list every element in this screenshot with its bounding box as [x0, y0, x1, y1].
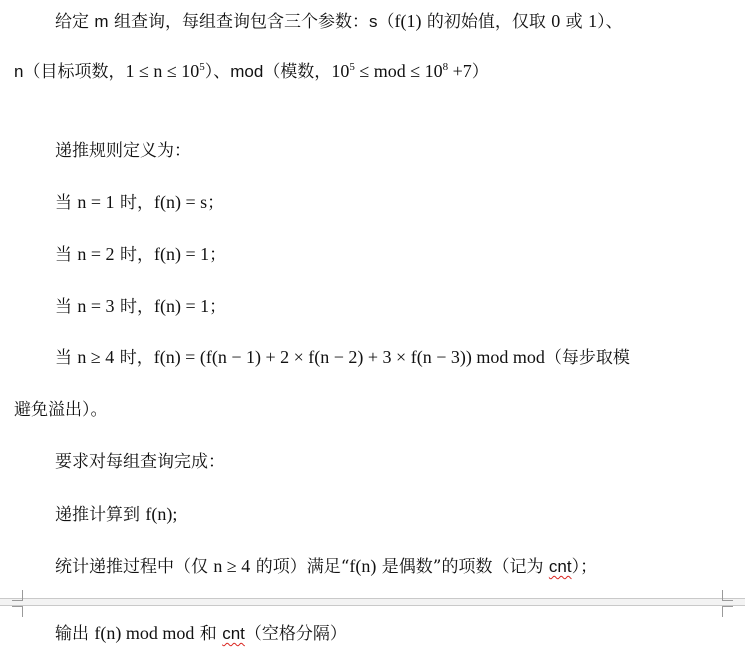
text: 输出 — [55, 624, 95, 644]
intro-line — [55, 9, 623, 34]
text: 当 — [55, 348, 78, 368]
text: （每步取模 — [544, 348, 630, 368]
task-count — [55, 554, 597, 579]
math-range-n — [125, 61, 204, 81]
margin-corner-mark — [722, 606, 733, 617]
text: ； — [207, 193, 225, 213]
margin-corner-mark — [12, 606, 23, 617]
math-cond: n = 2 — [77, 244, 115, 264]
var-s: s — [368, 12, 378, 31]
text: 的初始值，仅取 — [421, 12, 552, 32]
text: （ — [377, 12, 395, 32]
text: （模数， — [263, 62, 332, 82]
text: 时， — [114, 297, 154, 317]
math-expr: f(n) = s — [153, 192, 208, 212]
math-cond: n = 1 — [77, 192, 115, 212]
margin-corner-mark — [722, 590, 733, 601]
spellcheck-word-cnt: cnt — [548, 557, 572, 576]
text: 当 — [55, 245, 78, 265]
exponent: 5 — [349, 61, 355, 73]
spellcheck-word-cnt: cnt — [222, 624, 245, 643]
text: 递推计算到 — [55, 505, 146, 525]
math-expr: f(n) = (f(n − 1) + 2 × f(n − 2) + 3 × f(n − 3)) mod mod — [153, 347, 545, 367]
text: 是偶数”的项数（记为 — [376, 557, 549, 577]
value-zero: 0 — [551, 11, 561, 31]
math-expr: f(n) mod mod — [94, 623, 195, 643]
value-one: 1 — [588, 11, 598, 31]
math-expr: f(n) = 1 — [153, 244, 210, 264]
text: ； — [209, 245, 227, 265]
text: ； — [209, 297, 227, 317]
var-mod: mod — [230, 62, 264, 81]
text: 时， — [114, 193, 154, 213]
margin-corner-mark — [12, 590, 23, 601]
text: 或 — [560, 12, 589, 32]
task-compute — [55, 502, 177, 527]
page-break-separator — [0, 598, 745, 606]
text: （目标项数， — [23, 62, 126, 82]
math-part: +7 — [448, 61, 472, 81]
math-range-mod — [331, 61, 471, 81]
text: 避免溢出）。 — [14, 400, 108, 420]
exponent: 8 — [442, 61, 449, 73]
text: 当 — [55, 297, 78, 317]
math-expr: f(n) — [145, 504, 173, 524]
var-n: n — [14, 62, 24, 81]
math-expr: f(n) = 1 — [153, 296, 210, 316]
text: ）、 — [597, 12, 623, 32]
rule-n4 — [55, 345, 630, 370]
text: ） — [471, 62, 489, 82]
exponent: 5 — [199, 61, 205, 73]
rule-n4-continued — [14, 398, 108, 422]
text: （空格分隔） — [244, 624, 347, 644]
math-part: 10 — [331, 61, 350, 81]
text: ）、 — [204, 62, 231, 82]
text: 和 — [194, 624, 223, 644]
text: 递推规则定义为： — [55, 141, 191, 161]
math-cond: n = 3 — [77, 296, 115, 316]
task-output — [55, 621, 347, 646]
math-f1: f(1) — [394, 11, 422, 31]
text: ）； — [571, 557, 598, 577]
math-part: ≤ mod ≤ 10 — [354, 61, 443, 81]
params-line — [14, 59, 489, 84]
text: ; — [172, 504, 178, 524]
math-part: 1 ≤ n ≤ 10 — [125, 61, 200, 81]
requirements-heading — [55, 450, 225, 474]
math-cond: n ≥ 4 — [213, 556, 251, 576]
text: 当 — [55, 193, 78, 213]
text: 统计递推过程中（仅 — [55, 557, 214, 577]
math-cond: n ≥ 4 — [77, 347, 115, 367]
text: 要求对每组查询完成： — [55, 452, 225, 472]
rule-n3 — [55, 294, 226, 319]
rules-heading — [55, 139, 191, 163]
text: 时， — [114, 245, 154, 265]
var-m: m — [94, 12, 109, 31]
rule-n1 — [55, 190, 224, 215]
text: 组查询，每组查询包含三个参数： — [108, 12, 369, 32]
rule-n2 — [55, 242, 226, 267]
text: 的项）满足“ — [250, 557, 350, 577]
math-expr: f(n) — [349, 556, 377, 576]
text: 时， — [114, 348, 154, 368]
text: 给定 — [55, 12, 95, 32]
